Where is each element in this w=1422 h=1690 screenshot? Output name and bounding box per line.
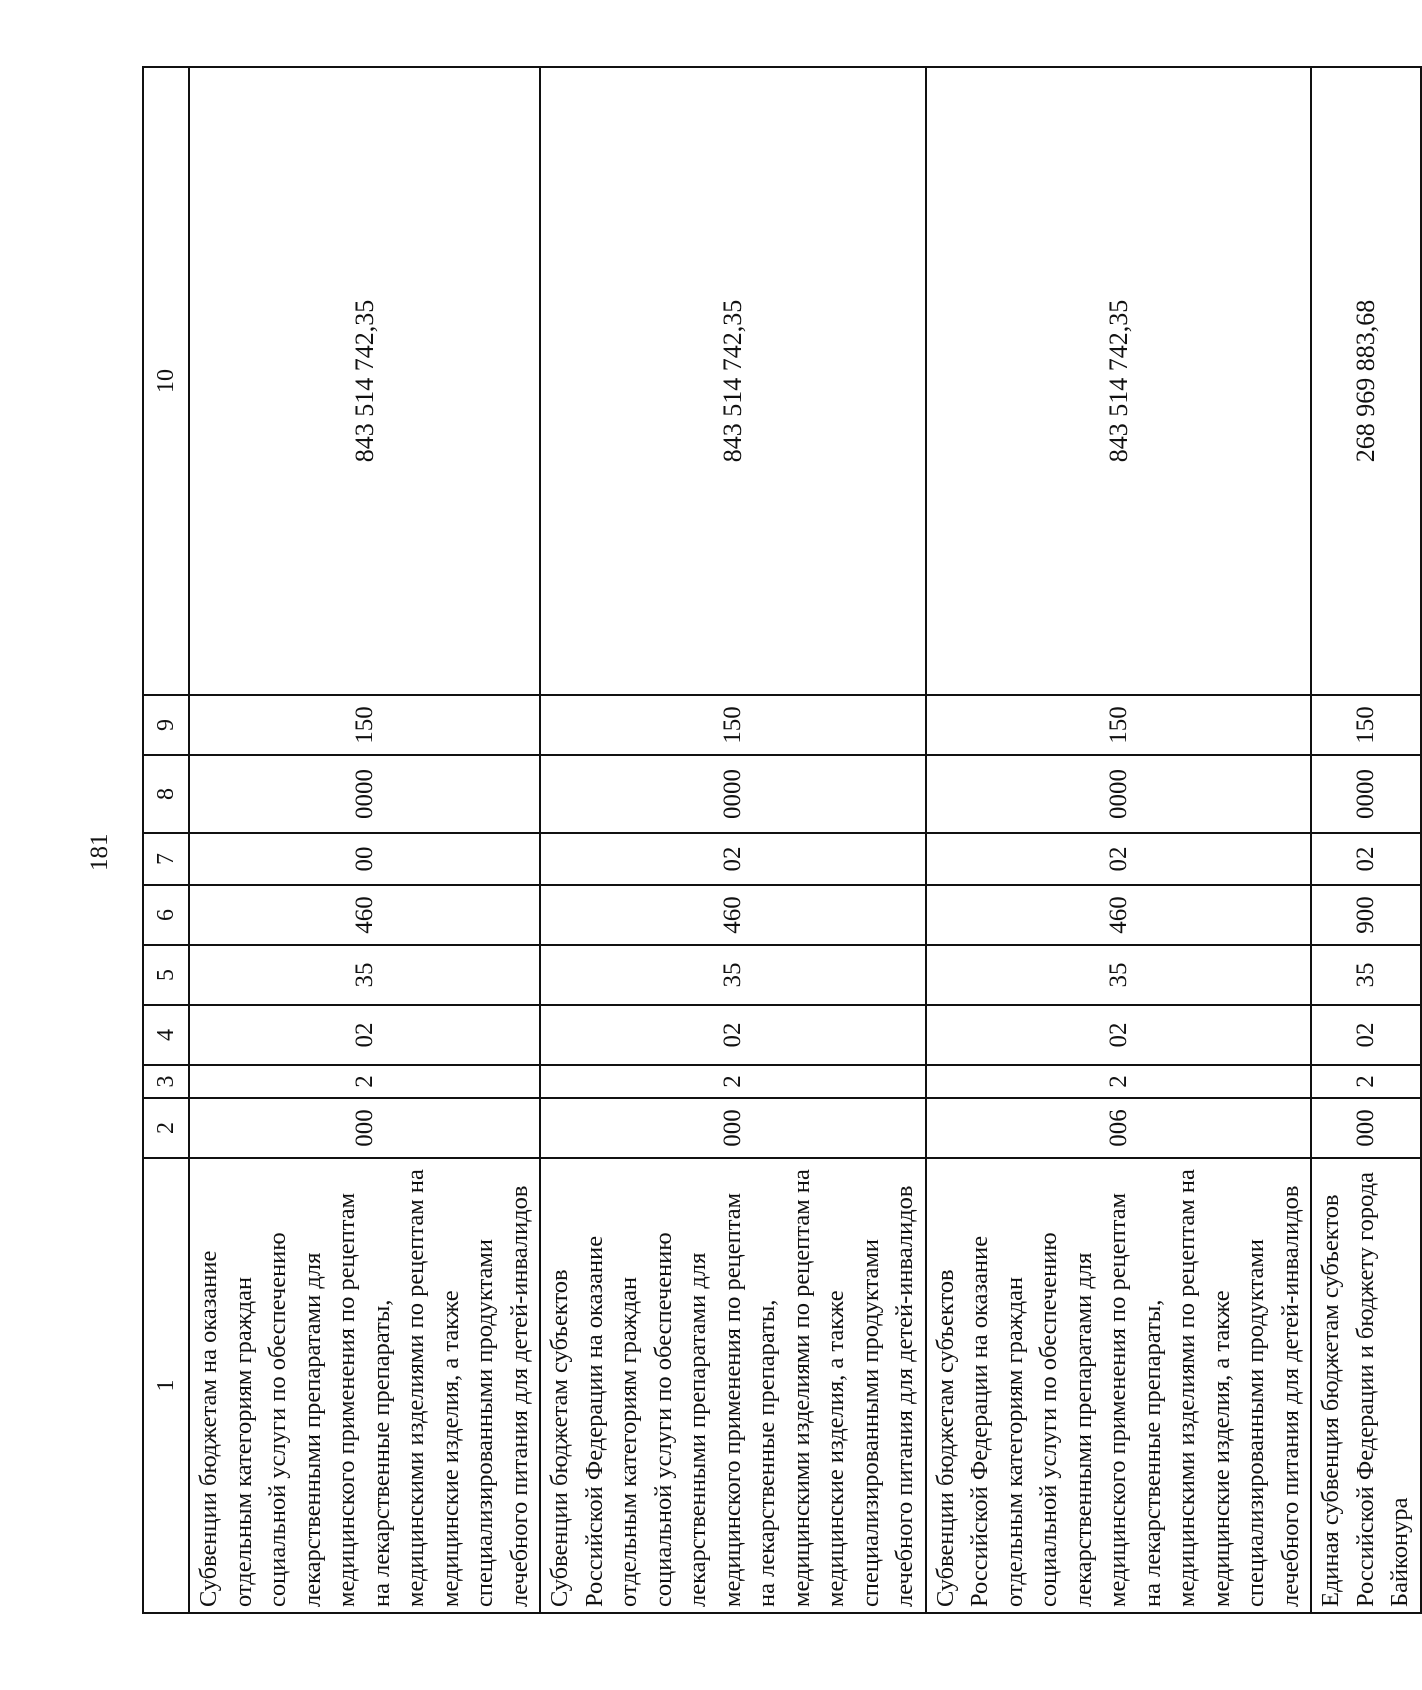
code-cell: 02 — [540, 833, 926, 885]
code-cell: 02 — [1311, 833, 1421, 885]
code-cell: 150 — [926, 695, 1312, 755]
header-cell: 6 — [143, 885, 189, 945]
row-name-cell: Единая субвенция бюджетам субъектов Российской Федерации и бюджету города Байконура — [1311, 1158, 1421, 1613]
code-cell: 35 — [189, 945, 540, 1005]
header-cell: 5 — [143, 945, 189, 1005]
code-cell: 2 — [1311, 1065, 1421, 1098]
code-cell: 000 — [189, 1098, 540, 1158]
rotated-table-sheet — [142, 68, 1413, 1614]
code-cell: 35 — [1311, 945, 1421, 1005]
header-cell: 1 — [143, 1158, 189, 1613]
code-cell: 000 — [540, 1098, 926, 1158]
code-cell: 00 — [189, 833, 540, 885]
table-row — [540, 67, 926, 1613]
code-cell: 460 — [540, 885, 926, 945]
code-cell: 2 — [540, 1065, 926, 1098]
code-cell: 150 — [540, 695, 926, 755]
header-cell: 3 — [143, 1065, 189, 1098]
row-name-cell: Субвенции бюджетам на оказание отдельным категориям граждан социальной услуги по обеспечению лекарственными препаратами для медицинского применения по рецептам на лекарственные препараты, медицинскими изделиями по рецептам на медицинские изделия, а также специализированными продуктами лечебного питания для детей-инвалидов — [189, 1158, 540, 1613]
header-cell: 4 — [143, 1005, 189, 1065]
code-cell: 460 — [189, 885, 540, 945]
code-cell: 0000 — [540, 755, 926, 833]
code-cell: 2 — [926, 1065, 1312, 1098]
amount-cell: 843 514 742,35 — [540, 67, 926, 695]
header-cell: 7 — [143, 833, 189, 885]
code-cell: 150 — [1311, 695, 1421, 755]
code-cell: 02 — [1311, 1005, 1421, 1065]
header-cell: 8 — [143, 755, 189, 833]
row-name-cell: Субвенции бюджетам субъектов Российской Федерации на оказание отдельным категориям граждан социальной услуги по обеспечению лекарственными препаратами для медицинского применения по рецептам на лекарственные препараты, медицинскими изделиями по рецептам на медицинские изделия, а также специализированными продуктами лечебного питания для детей-инвалидов — [540, 1158, 926, 1613]
code-cell: 02 — [926, 1005, 1312, 1065]
code-cell: 0000 — [189, 755, 540, 833]
code-cell: 02 — [926, 833, 1312, 885]
header-cell: 2 — [143, 1098, 189, 1158]
amount-cell: 843 514 742,35 — [926, 67, 1312, 695]
code-cell: 150 — [189, 695, 540, 755]
code-cell: 35 — [926, 945, 1312, 1005]
code-cell: 02 — [540, 1005, 926, 1065]
header-cell: 10 — [143, 67, 189, 695]
amount-cell: 843 514 742,35 — [189, 67, 540, 695]
budget-table — [142, 66, 1422, 1614]
table-row — [1311, 67, 1421, 1613]
code-cell: 02 — [189, 1005, 540, 1065]
code-cell: 2 — [189, 1065, 540, 1098]
code-cell: 0000 — [1311, 755, 1421, 833]
code-cell: 000 — [1311, 1098, 1421, 1158]
table-header-row — [143, 67, 189, 1613]
row-name-cell: Субвенции бюджетам субъектов Российской Федерации на оказание отдельным категориям граждан социальной услуги по обеспечению лекарственными препаратами для медицинского применения по рецептам на лекарственные препараты, медицинскими изделиями по рецептам на медицинские изделия, а также специализированными продуктами лечебного питания для детей-инвалидов — [926, 1158, 1312, 1613]
table-row — [926, 67, 1312, 1613]
header-cell: 9 — [143, 695, 189, 755]
code-cell: 006 — [926, 1098, 1312, 1158]
amount-cell: 268 969 883,68 — [1311, 67, 1421, 695]
code-cell: 900 — [1311, 885, 1421, 945]
code-cell: 460 — [926, 885, 1312, 945]
page-number: 181 — [86, 833, 113, 871]
code-cell: 35 — [540, 945, 926, 1005]
code-cell: 0000 — [926, 755, 1312, 833]
table-row — [189, 67, 540, 1613]
